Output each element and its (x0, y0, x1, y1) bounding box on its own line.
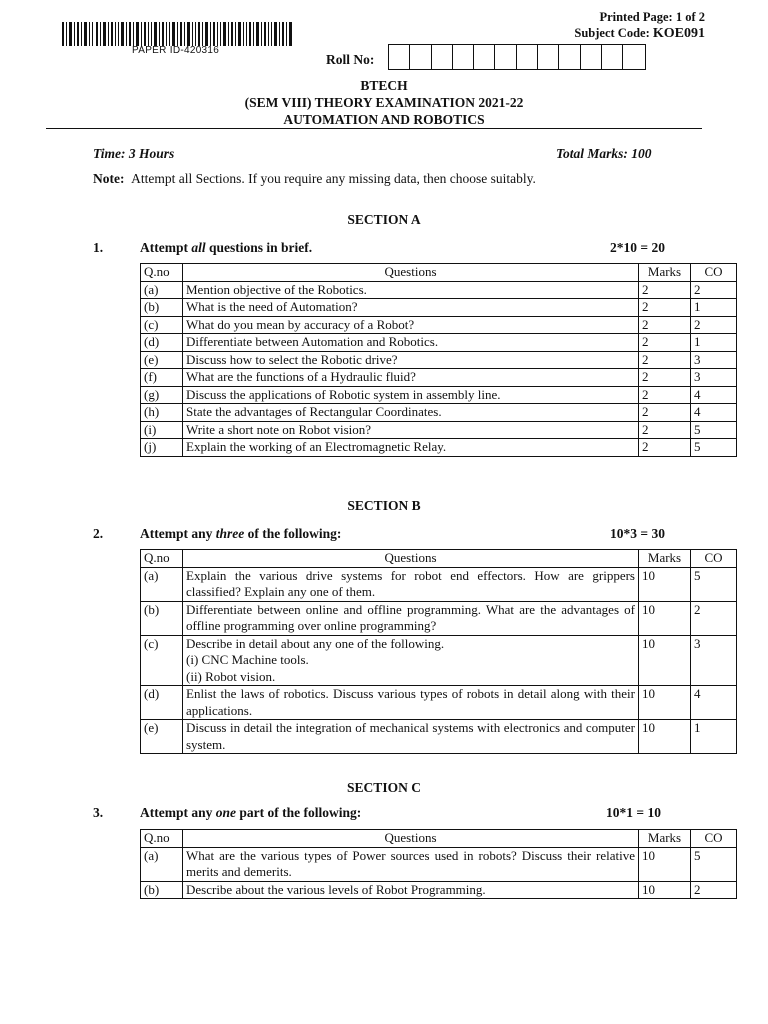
co-cell: 5 (691, 439, 737, 457)
question-number-cell: (b) (141, 601, 183, 635)
roll-no-box[interactable] (495, 45, 516, 69)
co-cell: 4 (691, 686, 737, 720)
table-row (141, 299, 737, 317)
question-text-cell: Mention objective of the Robotics. (183, 281, 639, 299)
question-number-cell: (a) (141, 847, 183, 881)
marks-cell: 2 (639, 369, 691, 387)
question-text-cell: Describe in detail about any one of the following. (i) CNC Machine tools. (ii) Robot vision. (183, 635, 639, 686)
question-number-cell: (b) (141, 881, 183, 899)
question-number-cell: (a) (141, 281, 183, 299)
table-row (141, 720, 737, 754)
table-row (141, 351, 737, 369)
question-number-cell: (a) (141, 567, 183, 601)
marks-cell: 10 (639, 567, 691, 601)
question-number-cell: (e) (141, 720, 183, 754)
degree-title: BTECH (360, 78, 408, 93)
paper-id: PAPER ID-420316 (132, 45, 220, 56)
question-text-cell: Explain the working of an Electromagnetic Relay. (183, 439, 639, 457)
table-header-row (141, 830, 737, 848)
section-a-title: SECTION A (347, 212, 421, 227)
column-header-co: CO (691, 550, 737, 568)
co-cell: 4 (691, 404, 737, 422)
total-marks: Total Marks: 100 (556, 146, 652, 161)
question-number-cell: (c) (141, 635, 183, 686)
question-3-number: 3. (93, 805, 104, 820)
co-cell: 4 (691, 386, 737, 404)
question-text-cell: What do you mean by accuracy of a Robot? (183, 316, 639, 334)
question-text-cell: State the advantages of Rectangular Coordinates. (183, 404, 639, 422)
table-row (141, 601, 737, 635)
note-text: Attempt all Sections. If you require any missing data, then choose suitably. (131, 171, 536, 186)
roll-no-box[interactable] (432, 45, 453, 69)
table-row (141, 686, 737, 720)
marks-cell: 10 (639, 881, 691, 899)
column-header-qno: Q.no (141, 550, 183, 568)
question-text-cell: What are the various types of Power sources used in robots? Discuss their relative merits and demerits. (183, 847, 639, 881)
table-header-row (141, 550, 737, 568)
roll-no-box[interactable] (559, 45, 580, 69)
table-row (141, 881, 737, 899)
question-text-cell: Discuss in detail the integration of mechanical systems with electronics and computer system. (183, 720, 639, 754)
column-header-questions: Questions (183, 550, 639, 568)
marks-cell: 10 (639, 847, 691, 881)
question-2-number: 2. (93, 526, 104, 541)
marks-cell: 10 (639, 635, 691, 686)
question-number-cell: (d) (141, 686, 183, 720)
section-a-table (140, 263, 737, 457)
question-text-cell: Discuss how to select the Robotic drive? (183, 351, 639, 369)
roll-no-box[interactable] (623, 45, 644, 69)
table-row (141, 439, 737, 457)
column-header-marks: Marks (639, 264, 691, 282)
marks-cell: 2 (639, 316, 691, 334)
question-text-cell: Explain the various drive systems for robot end effectors. How are grippers classified? Explain any one of them. (183, 567, 639, 601)
table-row (141, 334, 737, 352)
column-header-marks: Marks (639, 550, 691, 568)
question-2-instruction: Attempt any three of the following: (140, 526, 342, 541)
question-1-number: 1. (93, 240, 104, 255)
co-cell: 1 (691, 720, 737, 754)
question-text-cell: Enlist the laws of robotics. Discuss various types of robots in detail along with their applications. (183, 686, 639, 720)
header-divider (46, 128, 702, 129)
question-text-cell: Differentiate between Automation and Robotics. (183, 334, 639, 352)
marks-cell: 2 (639, 334, 691, 352)
co-cell: 1 (691, 299, 737, 317)
question-number-cell: (i) (141, 421, 183, 439)
roll-no-box[interactable] (410, 45, 431, 69)
question-text-cell: What are the functions of a Hydraulic fluid? (183, 369, 639, 387)
roll-no-box[interactable] (517, 45, 538, 69)
marks-cell: 2 (639, 404, 691, 422)
section-c-title: SECTION C (347, 780, 421, 795)
co-cell: 2 (691, 281, 737, 299)
table-row (141, 635, 737, 686)
column-header-questions: Questions (183, 264, 639, 282)
marks-cell: 10 (639, 601, 691, 635)
question-number-cell: (c) (141, 316, 183, 334)
question-text-cell: What is the need of Automation? (183, 299, 639, 317)
question-number-cell: (j) (141, 439, 183, 457)
co-cell: 3 (691, 369, 737, 387)
roll-no-box[interactable] (602, 45, 623, 69)
table-row (141, 386, 737, 404)
printed-page-label: Printed Page: (599, 10, 673, 24)
question-text-cell: Write a short note on Robot vision? (183, 421, 639, 439)
question-number-cell: (h) (141, 404, 183, 422)
roll-no-box[interactable] (538, 45, 559, 69)
question-number-cell: (g) (141, 386, 183, 404)
marks-cell: 2 (639, 421, 691, 439)
column-header-co: CO (691, 264, 737, 282)
roll-no-box[interactable] (474, 45, 495, 69)
subject-code-value: KOE091 (652, 26, 705, 41)
roll-no-label: Roll No: (326, 52, 375, 67)
subject-title: AUTOMATION AND ROBOTICS (283, 112, 485, 127)
column-header-co: CO (691, 830, 737, 848)
column-header-qno: Q.no (141, 830, 183, 848)
marks-cell: 10 (639, 686, 691, 720)
co-cell: 2 (691, 601, 737, 635)
roll-no-box[interactable] (581, 45, 602, 69)
printed-page-value: 1 of 2 (675, 10, 705, 24)
section-b-table (140, 549, 737, 754)
co-cell: 3 (691, 351, 737, 369)
co-cell: 1 (691, 334, 737, 352)
table-row (141, 316, 737, 334)
roll-no-box[interactable] (389, 45, 410, 69)
co-cell: 5 (691, 567, 737, 601)
exam-time: Time: 3 Hours (93, 146, 175, 161)
co-cell: 2 (691, 881, 737, 899)
table-row (141, 281, 737, 299)
question-number-cell: (d) (141, 334, 183, 352)
marks-cell: 2 (639, 281, 691, 299)
question-number-cell: (b) (141, 299, 183, 317)
co-cell: 5 (691, 847, 737, 881)
roll-no-boxes (388, 44, 646, 70)
co-cell: 3 (691, 635, 737, 686)
marks-cell: 2 (639, 299, 691, 317)
section-b-title: SECTION B (347, 498, 421, 513)
question-text-cell: Describe about the various levels of Robot Programming. (183, 881, 639, 899)
roll-no-box[interactable] (453, 45, 474, 69)
subject-code-label: Subject Code: (574, 26, 650, 40)
question-number-cell: (f) (141, 369, 183, 387)
question-1-instruction: Attempt all questions in brief. (140, 240, 313, 255)
question-2-marks: 10*3 = 30 (610, 526, 665, 541)
column-header-qno: Q.no (141, 264, 183, 282)
exam-title: (SEM VIII) THEORY EXAMINATION 2021-22 (244, 95, 524, 110)
co-cell: 5 (691, 421, 737, 439)
marks-cell: 10 (639, 720, 691, 754)
note-label: Note: (93, 171, 125, 186)
question-text-cell: Discuss the applications of Robotic system in assembly line. (183, 386, 639, 404)
co-cell: 2 (691, 316, 737, 334)
table-header-row (141, 264, 737, 282)
marks-cell: 2 (639, 386, 691, 404)
question-number-cell: (e) (141, 351, 183, 369)
section-c-table (140, 829, 737, 899)
table-row (141, 404, 737, 422)
table-row (141, 847, 737, 881)
table-row (141, 421, 737, 439)
printed-page-block (574, 9, 705, 42)
marks-cell: 2 (639, 351, 691, 369)
barcode-image (62, 22, 292, 46)
table-row (141, 567, 737, 601)
table-row (141, 369, 737, 387)
column-header-marks: Marks (639, 830, 691, 848)
question-1-marks: 2*10 = 20 (610, 240, 665, 255)
question-3-instruction: Attempt any one part of the following: (140, 805, 362, 820)
note (93, 171, 536, 187)
question-3-marks: 10*1 = 10 (606, 805, 661, 820)
marks-cell: 2 (639, 439, 691, 457)
question-text-cell: Differentiate between online and offline programming. What are the advantages of offline programming over online programming? (183, 601, 639, 635)
column-header-questions: Questions (183, 830, 639, 848)
